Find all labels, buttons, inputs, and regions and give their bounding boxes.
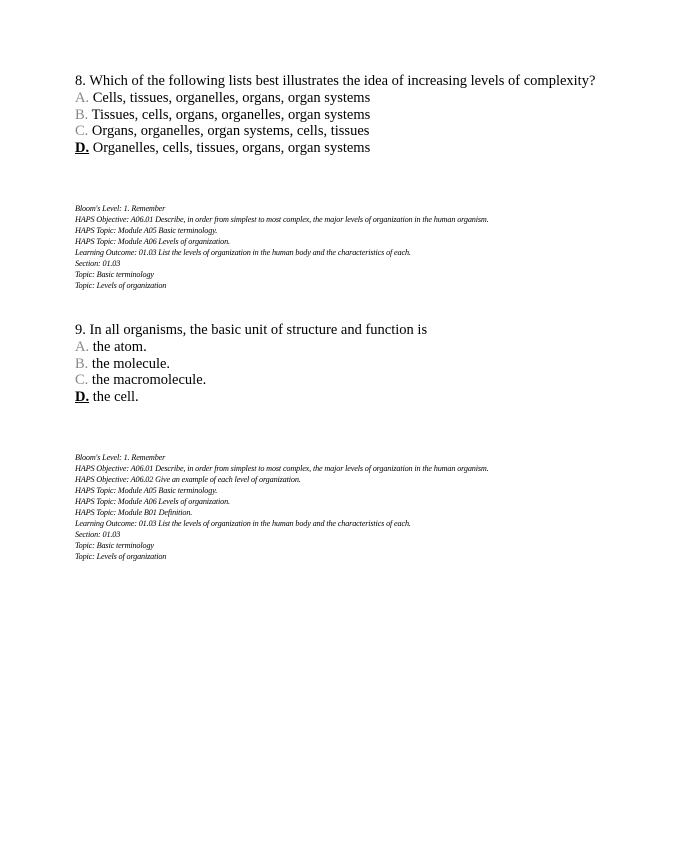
choice-letter: B. — [75, 106, 89, 123]
meta-line: Topic: Levels of organization — [75, 552, 167, 561]
choice-text: the macromolecule. — [88, 372, 207, 388]
answer-choice-d-correct — [75, 140, 665, 157]
meta-line: Topic: Basic terminology — [75, 270, 154, 279]
answer-choice-a — [75, 339, 665, 356]
choice-letter: B. — [75, 355, 89, 372]
answer-choice-b — [75, 107, 665, 124]
question-8 — [75, 73, 665, 156]
meta-line: Learning Outcome: 01.03 List the levels of organization in the human body and the characteristics of each. — [75, 519, 411, 528]
choice-letter: A. — [75, 339, 90, 355]
meta-line: HAPS Topic: Module A05 Basic terminology. — [75, 486, 218, 495]
question-9-metadata — [75, 452, 670, 562]
choice-letter: C. — [75, 372, 89, 388]
meta-line: Topic: Basic terminology — [75, 541, 154, 550]
choice-letter: C. — [75, 123, 89, 139]
meta-line: Topic: Levels of organization — [75, 281, 167, 290]
question-stem: 8. Which of the following lists best illustrates the idea of increasing levels of complexity? — [75, 73, 596, 89]
answer-choice-a — [75, 90, 665, 107]
meta-line: HAPS Objective: A06.02 Give an example of each level of organization. — [75, 475, 301, 484]
answer-choice-c — [75, 123, 665, 140]
answer-choice-c — [75, 372, 665, 389]
meta-line: HAPS Topic: Module A06 Levels of organization. — [75, 497, 230, 506]
meta-line: Section: 01.03 — [75, 530, 121, 539]
choice-text: Organs, organelles, organ systems, cells, tissues — [88, 123, 370, 139]
question-9 — [75, 322, 665, 405]
choice-text: the atom. — [89, 339, 147, 355]
choice-text: the molecule. — [88, 355, 171, 372]
meta-line: HAPS Objective: A06.01 Describe, in order from simplest to most complex, the major levels of organization in the human organism. — [75, 215, 489, 224]
meta-line: HAPS Objective: A06.01 Describe, in order from simplest to most complex, the major levels of organization in the human organism. — [75, 464, 489, 473]
choice-text: Cells, tissues, organelles, organs, organ systems — [89, 90, 371, 106]
answer-choice-d-correct — [75, 389, 665, 406]
meta-line: HAPS Topic: Module B01 Definition. — [75, 508, 193, 517]
choice-letter: A. — [75, 90, 90, 106]
meta-line: Learning Outcome: 01.03 List the levels of organization in the human body and the characteristics of each. — [75, 248, 411, 257]
choice-text: Organelles, cells, tissues, organs, organ systems — [89, 139, 371, 156]
correct-choice-letter: D. — [75, 139, 90, 156]
meta-line: Section: 01.03 — [75, 259, 121, 268]
answer-choice-b — [75, 356, 665, 373]
meta-line: HAPS Topic: Module A06 Levels of organization. — [75, 237, 230, 246]
meta-line: Bloom's Level: 1. Remember — [75, 204, 166, 213]
meta-line: HAPS Topic: Module A05 Basic terminology. — [75, 226, 218, 235]
correct-choice-letter: D. — [75, 388, 90, 405]
meta-line: Bloom's Level: 1. Remember — [75, 453, 166, 462]
choice-text: the cell. — [89, 388, 139, 405]
question-stem: 9. In all organisms, the basic unit of structure and function is — [75, 322, 428, 338]
question-8-metadata — [75, 203, 670, 291]
choice-text: Tissues, cells, organs, organelles, organ systems — [88, 106, 371, 123]
